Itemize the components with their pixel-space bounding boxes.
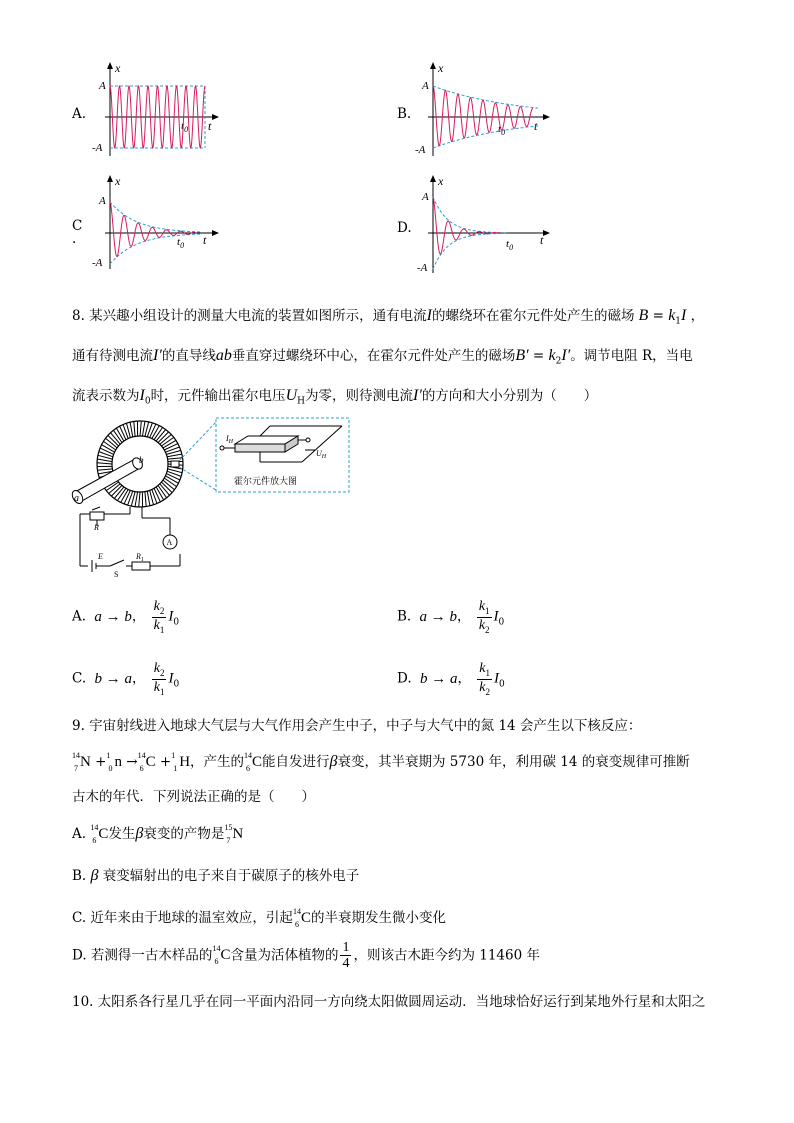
svg-text:t0: $t_0$ <box>181 120 189 134</box>
coil-turn <box>152 426 160 439</box>
coil-turn <box>165 476 178 484</box>
q9-stem-line2: 14 7 N + 1 0 n → 14 6 C + 1 1 H，产生的 14 6 C能自发进行β衰变，其半衰期为 5730 年，利用碳 14 的衰变规律可推断 <box>72 751 690 773</box>
coil-turn <box>139 492 140 507</box>
battery-e-label: E <box>98 552 103 561</box>
svg-text:t: t <box>203 233 207 247</box>
q9-stem-line1: 9. 宇宙射线进入地球大气层与大气作用会产生中子，中子与大气中的氮 14 会产生以下核反应： <box>72 718 642 734</box>
q10-stem-line1: 10. 太阳系各行星几乎在同一平面内沿同一方向绕太阳做圆周运动．当地球恰好运行到某地外行星和太阳之 <box>72 994 706 1010</box>
q9-option-c[interactable]: C. 近年来由于地球的温室效应，引起 14 6 C的半衰期发生微小变化 <box>72 907 446 929</box>
svg-text:t0: $t_0$ <box>177 236 185 250</box>
hall-figure-caption: 霍尔元件放大图 <box>234 477 298 487</box>
coil-turn <box>124 490 130 504</box>
svg-text:A: A <box>99 195 106 207</box>
coil-turn <box>102 445 115 453</box>
svg-text:-A: -A <box>92 142 103 154</box>
q7-option-b-label: B. <box>397 106 412 122</box>
coil-turn <box>97 469 112 470</box>
resistor-r1-label: $R_1$ <box>136 552 144 563</box>
coil-turn <box>167 454 182 457</box>
coil-turn <box>147 491 150 506</box>
coil-turn <box>97 459 112 462</box>
coil-turn <box>142 421 145 436</box>
svg-text:x: x <box>438 174 444 188</box>
coil-turn <box>97 463 112 464</box>
svg-text:A: A <box>99 80 106 92</box>
svg-text:x: x <box>115 174 121 188</box>
q7-graph-b <box>408 60 553 160</box>
wire-end-b-label: b <box>139 455 144 465</box>
svg-text:A: A <box>422 80 429 92</box>
coil-turn <box>120 426 126 440</box>
q8-option-b[interactable]: B. a → b， $\frac{k_1}{k_2}$ $I_0$ <box>397 599 505 635</box>
coil-turn <box>145 492 146 507</box>
q8-option-a[interactable]: A. a → b， $\frac{k_2}{k_1}$ $I_0$ <box>72 599 180 635</box>
coil-turn <box>150 424 156 438</box>
coil-turn <box>140 421 141 436</box>
q8-figure <box>70 414 355 584</box>
svg-text:-A: -A <box>415 144 426 156</box>
coil-turn <box>121 489 129 502</box>
coil-turn <box>130 422 133 437</box>
q7-option-a-label: A. <box>72 106 87 122</box>
coil-turn <box>100 448 114 454</box>
svg-text:IH: $I_H$ <box>226 434 234 445</box>
q8-option-c[interactable]: C. b → a， $\frac{k_2}{k_1}$ $I_0$ <box>72 661 180 697</box>
svg-text:t0: $t_0$ <box>498 123 506 137</box>
q8-option-d[interactable]: D. b → a， $\frac{k_1}{k_2}$ $I_0$ <box>397 661 505 697</box>
q8-stem-line1: 8. 某兴趣小组设计的测量大电流的装置如图所示，通有电流I的螺绕环在霍尔元件处产生的磁场 $B = k_1I$ ， <box>72 307 705 327</box>
q9-option-d[interactable]: D. 若测得一古木样品的 14 6 C含量为活体植物的 $\frac{1}{4}$ ，则该古木距今约为 11460 年 <box>72 940 540 972</box>
svg-text:t: t <box>534 119 538 133</box>
q9-option-b[interactable]: B. β 衰变辐射出的电子来自于碳原子的核外电子 <box>72 867 360 884</box>
coil-turn <box>134 421 135 436</box>
coil-turn <box>164 444 178 450</box>
coil-turn <box>154 488 160 502</box>
svg-text:t: t <box>208 119 212 133</box>
coil-turn <box>135 492 138 507</box>
q7-option-c-label: C . <box>72 218 83 247</box>
q9-option-a[interactable]: A. 14 6 C发生β衰变的产物是 15 7 N <box>72 823 244 845</box>
svg-text:t: t <box>540 233 544 247</box>
svg-text:x: x <box>438 61 444 75</box>
wire-end-a-label: a <box>74 493 79 504</box>
q7-graph-c <box>85 173 220 273</box>
q9-stem-line3: 古木的年代．下列说法正确的是（ ） <box>72 789 315 805</box>
svg-text:-A: -A <box>92 257 103 269</box>
svg-text:-A: -A <box>417 262 428 274</box>
q7-graph-a <box>85 60 220 160</box>
coil-turn <box>166 474 180 480</box>
switch-s-label: S <box>114 570 119 579</box>
q7-graph-d <box>408 173 553 278</box>
q7-option-d-label: D. <box>397 220 412 236</box>
svg-text:UH: $U_H$ <box>316 449 327 460</box>
svg-text:A: A <box>422 191 429 203</box>
svg-text:x: x <box>115 61 121 75</box>
q8-stem-line3: 流表示数为$I_0$时，元件输出霍尔电压$U_H$为零，则待测电流I′的方向和大小分别为（ ） <box>72 387 598 407</box>
q8-stem-line2: 通有待测电流I′的直导线ab垂直穿过螺绕环中心，在霍尔元件处产生的磁场$B' = k_2I'$。调节电阻 R，当电 <box>72 347 693 367</box>
svg-text:t0: $t_0$ <box>506 238 514 252</box>
ammeter-label: A <box>166 538 173 547</box>
resistor-r-label: R <box>94 523 99 532</box>
